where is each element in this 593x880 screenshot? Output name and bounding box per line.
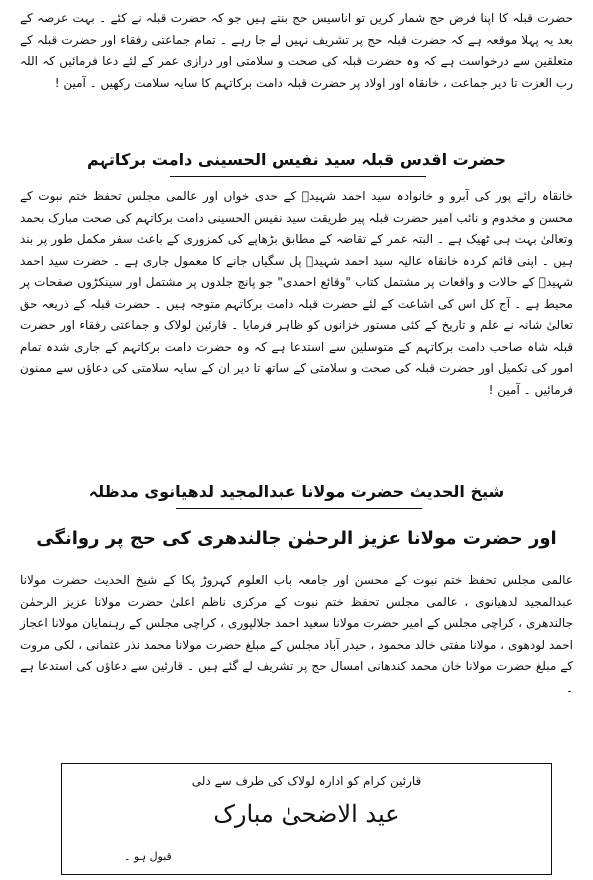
section-hajj-paragraph: عالمی مجلس تحفظ ختم نبوت کے محسن اور جامعہ باب العلوم کہروڑ پکا کے شیخ الحدیث حضرت مولانا عبدالمجید لدھیانوی ، عالمی مجلس تحفظ ختم نبوت کے مرکزی ناظم اعلیٰ حضرت مولانا عزیز الرحمٰن جالندھری ، کراچی مجلس کے امیر حضرت مولانا سعید احمد جلالپوری ، کراچی مجلس کے رہنمایان مولانا اعجاز احمد لودھوی ، مولانا مفتی خالد محمود ، حیدر آباد مجلس کے مبلغ حضرت مولانا محمد نذر عثمانی ، لکی مروت کے مبلغ حضرت مولانا خان محمد کندھانی امسال حج پر تشریف لے گئے ہیں ۔ قارئین سے دعاؤں کی استدعا ہے ۔: [20, 573, 573, 695]
eid-greeting-box: [61, 763, 552, 875]
eid-greeting-title: عید الاضحیٰ مبارک: [213, 800, 400, 828]
heading-sheikh: شیخ الحدیث حضرت مولانا عبدالمجید لدھیانوی مدظلہ: [88, 482, 505, 501]
section-nafees-paragraph: خانقاہ رائے پور کی آبرو و خانوادہ سید احمد شہیدؒ کے حدی خواں اور عالمی مجلس تحفظ ختم نبوت کے محسن و مخدوم و نائب امیر حضرت قبلہ پیر طریقت سید نفیس الحسینی دامت برکاتہم کی صحت مبارک بحمد وتعالیٰ بہت ہی ٹھیک ہے ۔ البتہ عمر کے تقاضہ کے مطابق بڑھاپے کی کمزوری کے باعث سفر مکمل طور پر بند ہیں ۔ اپنی قائم کردہ خانقاہ عالیہ سید احمد شہیدؒ پل سگیاں جانے کا معمول جاری ہے ۔ حضرت سید احمد شہیدؒ کے حالات و واقعات پر مشتمل کتاب "وقائع احمدی" جو پانچ جلدوں پر مشتمل اور سینکڑوں صفحات پر محیط ہے ۔ آج کل اس کی اشاعت کے لئے حضرت قبلہ دامت برکاتہم متوجہ ہیں ۔ حضرت قبلہ کے ذریعہ حق تعالیٰ شانہ نے علم و تاریخ کے کئی مستور خزانوں کو ظاہر فرمایا ۔ قارئین لولاک و جماعتی رفقاء اور حضرت قبلہ شاہ صاحب دامت برکاتہم کے متوسلین سے استدعا ہے کہ وہ حضرت دامت برکاتہم کے جاری شدہ تمام امور کی تکمیل اور حضرت قبلہ کی صحت و سلامتی کے ساتھ تا دیر ان کے سایہ سلامتی کی دعاؤں سے ممنون فرمائیں ۔ آمین !: [20, 189, 573, 397]
heading-hajj: اور حضرت مولانا عزیز الرحمٰن جالندھری کی حج پر روانگی: [36, 528, 557, 549]
heading-underline: [170, 176, 426, 177]
eid-closing-text: قبول ہو ۔: [124, 850, 172, 863]
heading-nafees: حضرت اقدس قبلہ سید نفیس الحسینی دامت برکاتہم: [87, 150, 506, 169]
heading-underline: [176, 508, 422, 509]
eid-intro-text: قارئین کرام کو ادارہ لولاک کی طرف سے دلی: [191, 774, 422, 788]
intro-paragraph: حضرت قبلہ کا اپنا فرض حج شمار کریں تو اناسیس حج بنتے ہیں جو کہ حضرت قبلہ نے کئے ۔ بہت عرصہ کے بعد یہ پہلا موقعہ ہے کہ حضرت قبلہ حج پر تشریف نہیں لے جا رہے ۔ تمام جماعتی رفقاء اور حضرت قبلہ کے متعلقین سے درخواست ہے کہ وہ حضرت قبلہ کی صحت و سلامتی اور درازی عمر کے لئے دعا فرمائیں کہ اللہ رب العزت تا دیر جماعت ، خانقاہ اور اولاد پر حضرت قبلہ دامت برکاتہم کا سایہ سلامت رکھیں ۔ آمین !: [20, 11, 573, 90]
